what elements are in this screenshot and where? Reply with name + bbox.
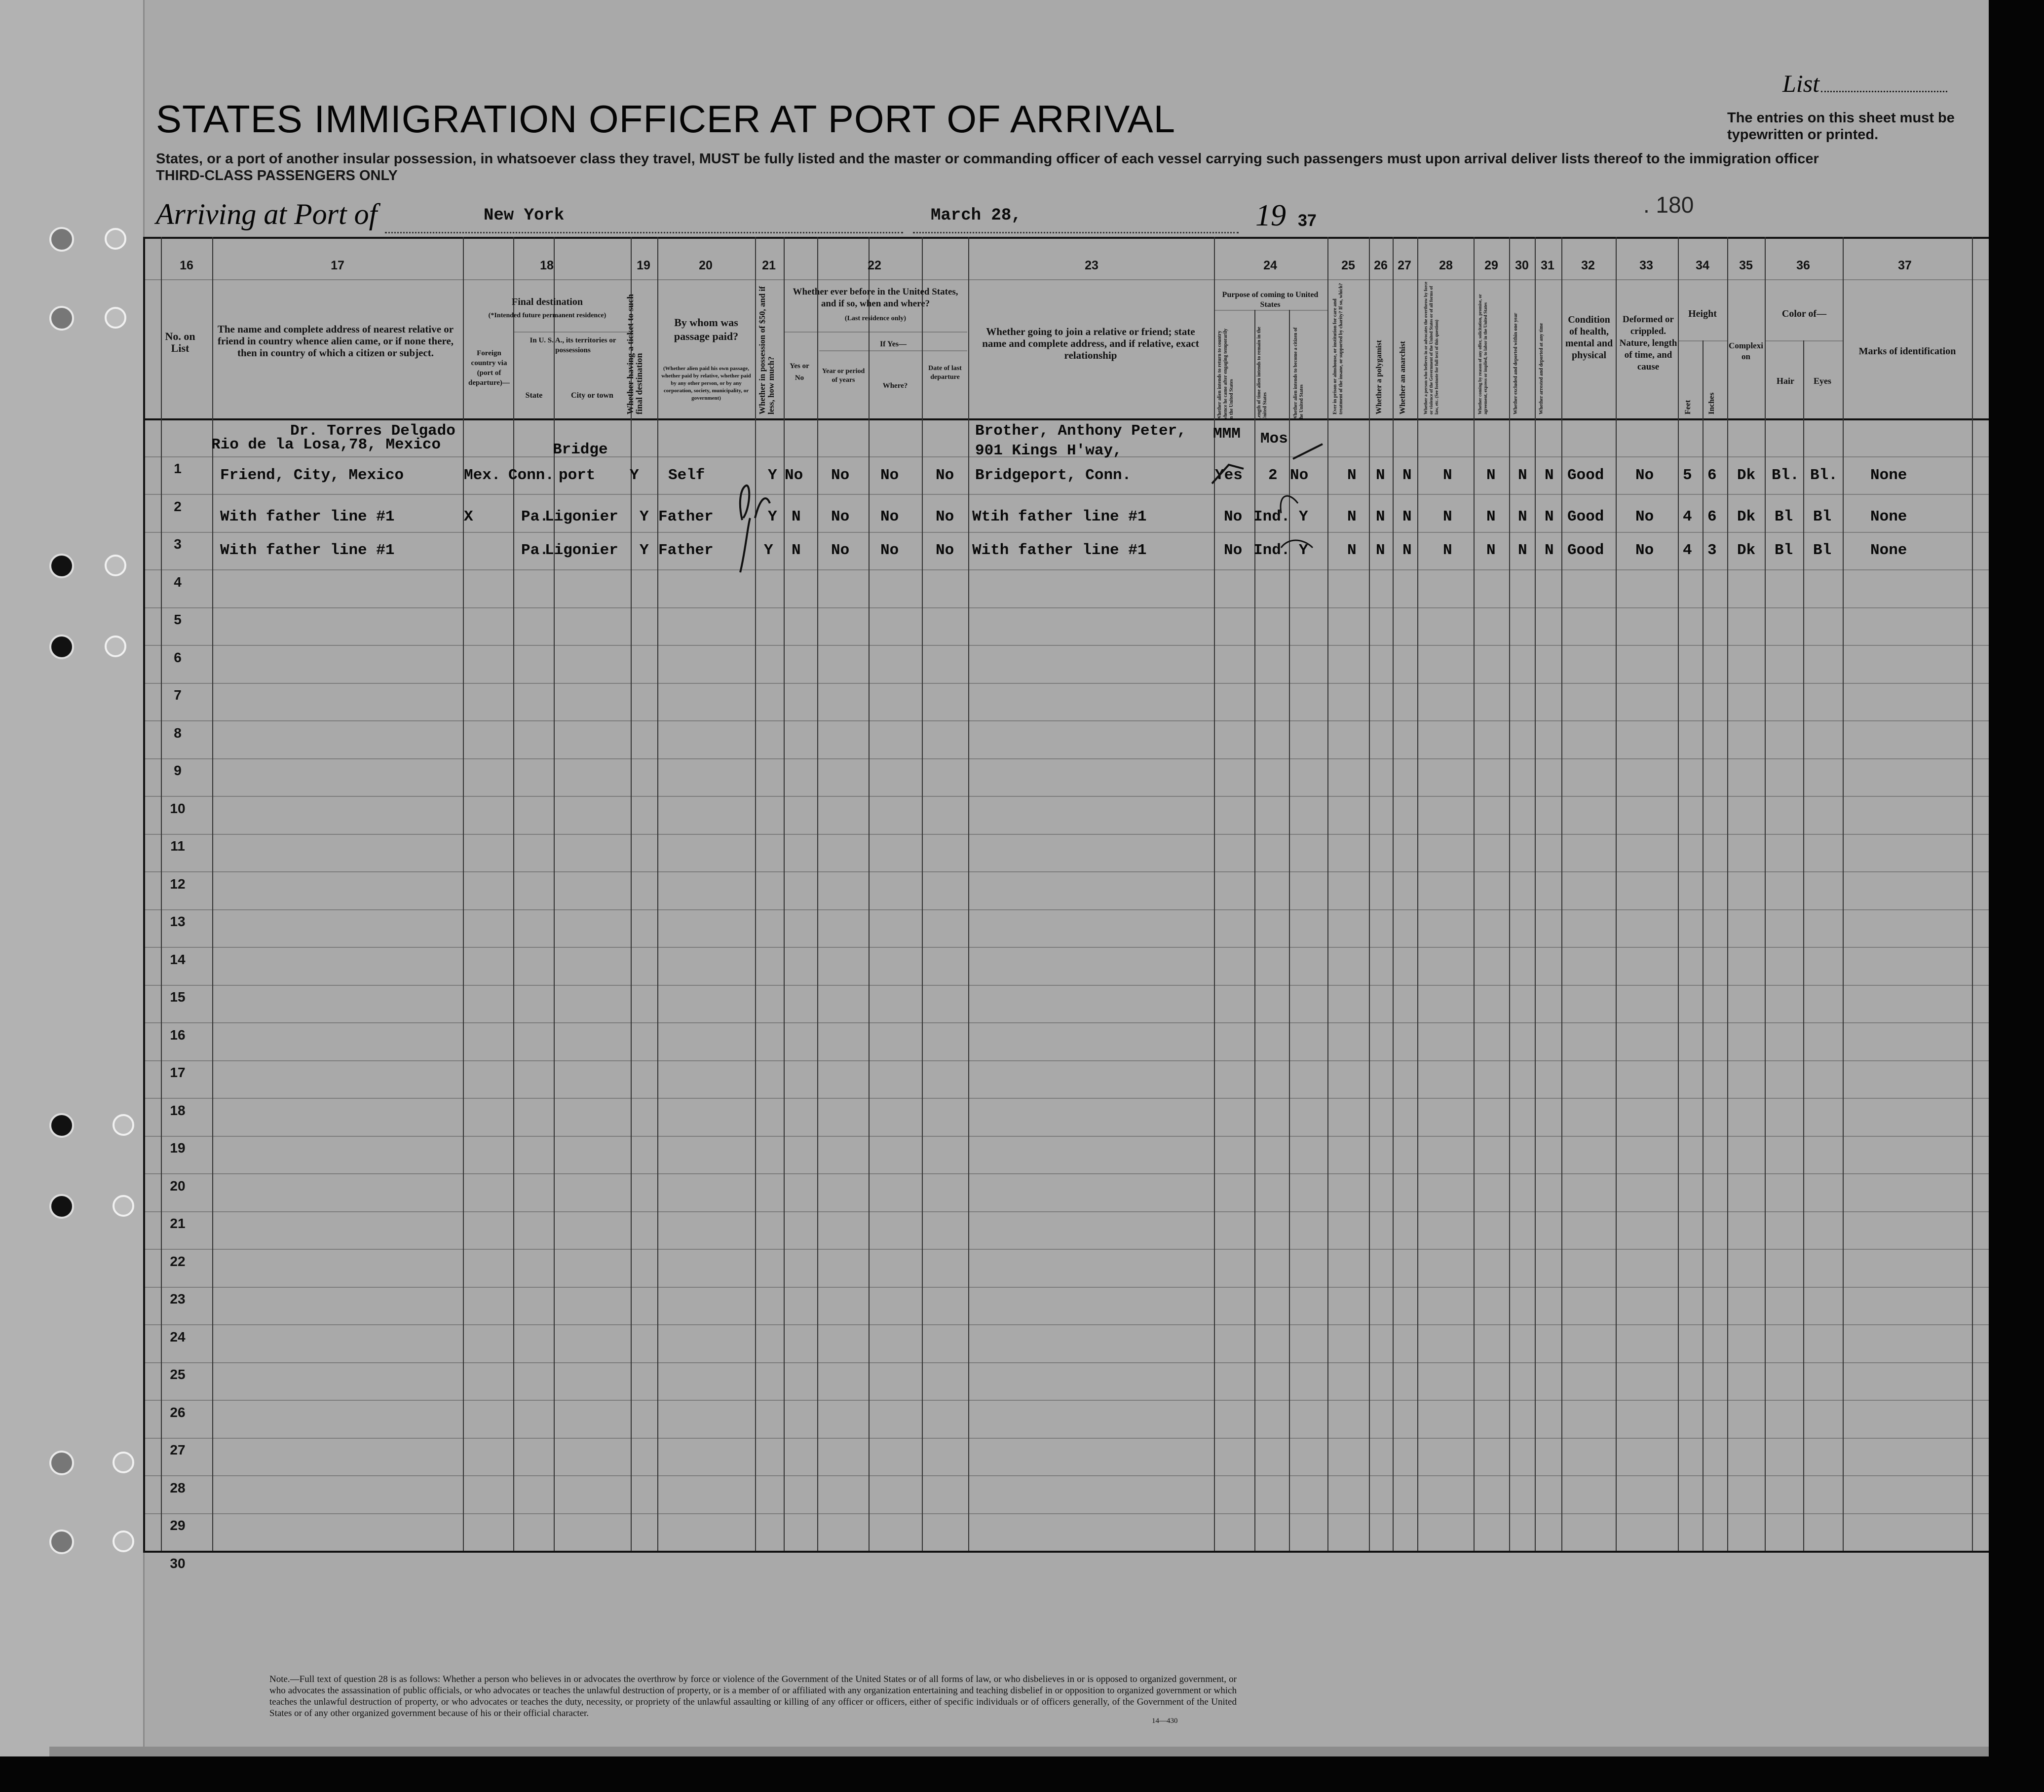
header-foreign-country: Foreign country via (port of departure)— xyxy=(468,349,510,387)
header-labor-offer: Whether coming by reason of any offer, solicitation, promise, or agreement, express or implied, to labor in the United States xyxy=(1477,294,1488,414)
grid-column-line xyxy=(463,237,464,1551)
row3-c27: N xyxy=(1402,542,1412,559)
row2-state: Pa. xyxy=(521,508,549,525)
row1-purpose-top2: Mos xyxy=(1260,430,1288,448)
grid-row-line xyxy=(143,1475,1989,1476)
row2-foreign: X xyxy=(464,508,473,525)
row3-purpose-citizen: Y xyxy=(1299,542,1308,559)
row1-feet: 5 xyxy=(1683,467,1692,484)
binder-hole-icon xyxy=(49,306,74,331)
row2-c27: N xyxy=(1402,508,1412,525)
header-bottom-rule xyxy=(143,418,1989,420)
grid-column-line xyxy=(1843,237,1844,1551)
row1-complexion: Dk xyxy=(1737,467,1756,484)
row1-join-name: Brother, Anthony Peter, xyxy=(975,422,1186,440)
row1-c25: N xyxy=(1347,467,1357,484)
date-value: March 28, xyxy=(931,206,1022,225)
row1-fifty: Y xyxy=(768,467,777,484)
list-number-line xyxy=(1821,91,1947,92)
grid-column-line xyxy=(554,237,555,1551)
row3-c28: N xyxy=(1443,542,1452,559)
table-top-rule xyxy=(143,237,1989,239)
row2-feet: 4 xyxy=(1683,508,1692,525)
row-number: 16 xyxy=(170,1027,186,1043)
grid-column-line xyxy=(1727,237,1728,1551)
row-number: 24 xyxy=(170,1329,186,1344)
row3-c29: N xyxy=(1486,542,1496,559)
row-number: 30 xyxy=(170,1556,186,1571)
row3-fifty: Y xyxy=(764,542,773,559)
grid-column-line xyxy=(212,237,213,1551)
row-number: 5 xyxy=(174,612,182,627)
header-marks-identification: Marks of identification xyxy=(1858,346,1956,357)
header-height: Height xyxy=(1688,308,1717,319)
row1-c28: N xyxy=(1443,467,1452,484)
header-eyes: Eyes xyxy=(1814,376,1831,386)
grid-row-line xyxy=(143,494,1989,495)
row1-eyes: Bl. xyxy=(1810,467,1838,484)
grid-row-line xyxy=(143,1022,1989,1023)
row3-c30: N xyxy=(1518,542,1527,559)
header-yes-or-no: Yes or No xyxy=(790,362,809,382)
date-line xyxy=(913,232,1239,233)
column-number: 36 xyxy=(1796,259,1810,272)
form-number: 14—430 xyxy=(1152,1717,1178,1725)
grid-column-line xyxy=(817,237,818,1551)
port-value: New York xyxy=(484,206,565,225)
row-number: 12 xyxy=(170,876,186,892)
grid-row-line xyxy=(143,985,1989,986)
grid-row-line xyxy=(143,1362,1989,1363)
grid-column-line xyxy=(968,237,969,1551)
column-number: 16 xyxy=(180,259,193,272)
column-number: 23 xyxy=(1085,259,1098,272)
row2-fifty: Y xyxy=(768,508,777,525)
page-stamp-number: . 180 xyxy=(1643,192,1694,218)
row3-c31: N xyxy=(1545,542,1554,559)
grid-column-line xyxy=(1393,237,1394,1551)
year-prefix: 19 xyxy=(1255,199,1286,232)
grid-row-line xyxy=(143,909,1989,910)
column-number: 34 xyxy=(1696,259,1709,272)
header-ticket: Whether having a ticket to such final destination xyxy=(625,294,644,414)
row-number: 19 xyxy=(170,1140,186,1156)
row2-before: N xyxy=(792,508,801,525)
column-number: 21 xyxy=(762,259,776,272)
row1-city-line1: Bridge xyxy=(553,441,608,458)
binder-hole-icon xyxy=(113,1114,134,1136)
row1-c31: N xyxy=(1545,467,1554,484)
grid-row-line xyxy=(143,1211,1989,1212)
binder-hole-icon xyxy=(49,635,74,659)
header-last-residence: (Last residence only) xyxy=(844,315,907,322)
row-number: 3 xyxy=(174,536,182,552)
grid-column-line xyxy=(869,237,870,1551)
column-number: 17 xyxy=(331,259,344,272)
grid-column-line xyxy=(1561,237,1562,1551)
column-number: 26 xyxy=(1374,259,1388,272)
row-number: 17 xyxy=(170,1065,186,1080)
row-number: 7 xyxy=(174,687,182,703)
row3-city: Ligonier xyxy=(545,542,618,559)
row1-deformed: No xyxy=(1635,467,1654,484)
grid-column-line xyxy=(1327,237,1328,1551)
row1-c30: N xyxy=(1518,467,1527,484)
header-prison: Ever in prison or almshouse, or institution for care and treatment of the insane, or supported by charity? If so, which? xyxy=(1332,283,1344,414)
row1-join-city: Bridgeport, Conn. xyxy=(975,467,1132,484)
row-number: 18 xyxy=(170,1103,186,1118)
row-number: 23 xyxy=(170,1291,186,1307)
column-number: 33 xyxy=(1639,259,1653,272)
row3-purpose-return: No xyxy=(1224,542,1243,559)
row3-feet: 4 xyxy=(1683,542,1692,559)
grid-row-line xyxy=(143,1136,1989,1137)
header-join-relative: Whether going to join a relative or friend; state name and complete address, and if relative, exact relationship xyxy=(982,326,1199,361)
row3-deformed: No xyxy=(1635,542,1654,559)
grid-column-line xyxy=(922,237,923,1551)
grid-row-line xyxy=(143,1098,1989,1099)
row1-purpose-return: Yes xyxy=(1215,467,1243,484)
row2-complexion: Dk xyxy=(1737,508,1756,525)
row3-state: Pa. xyxy=(521,542,549,559)
row-number: 21 xyxy=(170,1216,186,1231)
grid-row-line xyxy=(143,758,1989,759)
grid-column-line xyxy=(1972,237,1973,1551)
entries-note: The entries on this sheet must be typewritten or printed. xyxy=(1727,110,1955,143)
header-complexion: Complexion xyxy=(1729,341,1763,361)
binder-hole-icon xyxy=(113,1452,134,1473)
row3-where: No xyxy=(880,542,899,559)
binder-hole-icon xyxy=(49,1194,74,1219)
row-number: 26 xyxy=(170,1405,186,1420)
row1-purpose-citizen: No xyxy=(1290,467,1309,484)
row3-eyes: Bl xyxy=(1813,542,1832,559)
row3-hair: Bl xyxy=(1775,542,1793,559)
grid-column-line xyxy=(161,237,162,1551)
row1-relative-name: Dr. Torres Delgado xyxy=(290,422,455,440)
row1-purpose-length: 2 xyxy=(1268,467,1278,484)
column-number: 30 xyxy=(1515,259,1529,272)
header-polygamist: Whether a polygamist xyxy=(1375,340,1383,414)
row3-c25: N xyxy=(1347,542,1357,559)
binding-strip xyxy=(0,0,145,1756)
page-title: STATES IMMIGRATION OFFICER AT PORT OF ARRIVAL xyxy=(156,97,1176,141)
row2-paid-by: Father xyxy=(658,508,714,525)
row1-foreign: Mex. xyxy=(464,467,501,484)
row3-purpose-length: Ind. xyxy=(1253,542,1290,559)
sheet-bottom-edge xyxy=(49,1747,1989,1756)
row2-purpose-citizen: Y xyxy=(1299,508,1308,525)
row3-c26: N xyxy=(1376,542,1385,559)
grid-row-line xyxy=(143,871,1989,872)
grid-column-line xyxy=(755,237,756,1551)
column-number-rule xyxy=(143,279,1989,280)
row2-c30: N xyxy=(1518,508,1527,525)
grid-row-line xyxy=(143,569,1989,570)
subheader-rule-purpose xyxy=(1214,310,1327,311)
header-purpose-length: Length of time alien intends to remain in the United States xyxy=(1256,327,1268,420)
row2-deformed: No xyxy=(1635,508,1654,525)
subheader-rule-if-yes xyxy=(785,332,967,333)
passenger-class-label: THIRD-CLASS PASSENGERS ONLY xyxy=(156,168,398,184)
row-number: 4 xyxy=(174,574,182,590)
header-final-destination-sub: (*Intended future permanent residence) xyxy=(488,312,606,319)
binder-hole-icon xyxy=(49,1451,74,1475)
grid-row-line xyxy=(143,834,1989,835)
header-if-yes: If Yes— xyxy=(879,340,907,348)
grid-column-line xyxy=(1535,237,1536,1551)
grid-column-line xyxy=(631,237,632,1551)
column-number: 29 xyxy=(1484,259,1498,272)
header-city: City or town xyxy=(571,391,613,400)
row1-where: No xyxy=(880,467,899,484)
header-inches: Inches xyxy=(1707,392,1716,414)
row2-c26: N xyxy=(1376,508,1385,525)
header-anarchist: Whether an anarchist xyxy=(1399,341,1407,414)
header-color-of: Color of— xyxy=(1781,308,1827,319)
table-left-border xyxy=(143,237,145,1551)
header-last-departure: Date of last departure xyxy=(928,365,962,381)
header-hair: Hair xyxy=(1777,376,1794,386)
grid-row-line xyxy=(143,1249,1989,1250)
row1-relative-city: Friend, City, Mexico xyxy=(220,467,404,484)
row3-health: Good xyxy=(1567,542,1604,559)
grid-row-line xyxy=(143,683,1989,684)
grid-row-line xyxy=(143,1400,1989,1401)
row-number: 28 xyxy=(170,1480,186,1495)
grid-column-line xyxy=(784,237,785,1551)
row1-relative-address: Rio de la Losa,78, Mexico xyxy=(211,436,441,453)
row3-relative: With father line #1 xyxy=(220,542,395,559)
binder-hole-icon xyxy=(49,1113,74,1138)
column-number: 24 xyxy=(1263,259,1277,272)
header-final-destination: Final destination xyxy=(512,297,583,307)
column-number: 22 xyxy=(868,259,881,272)
row2-join: Wtih father line #1 xyxy=(972,508,1147,525)
header-passage-paid: By whom was passage paid? xyxy=(674,316,739,342)
row1-health: Good xyxy=(1567,467,1604,484)
grid-row-line xyxy=(143,947,1989,948)
header-health: Condition of health, mental and physical xyxy=(1565,314,1613,361)
header-purpose-return: Whether alien intends to return to country whence he came after engaging temporarily in the United States xyxy=(1217,328,1234,420)
row-number: 11 xyxy=(170,838,185,854)
header-before-in-us: Whether ever before in the United States, and if so, when and where? xyxy=(793,287,958,309)
grid-column-line xyxy=(1765,237,1766,1551)
row-number: 13 xyxy=(170,914,186,929)
binder-hole-icon xyxy=(105,555,126,576)
row2-health: Good xyxy=(1567,508,1604,525)
header-state: State xyxy=(525,391,543,400)
table-bottom-rule xyxy=(143,1551,1989,1553)
row2-marks: None xyxy=(1870,508,1907,525)
row2-city: Ligonier xyxy=(545,508,618,525)
row2-eyes: Bl xyxy=(1813,508,1832,525)
row2-hair: Bl xyxy=(1775,508,1793,525)
grid-row-line xyxy=(143,1287,1989,1288)
row2-inches: 6 xyxy=(1707,508,1717,525)
grid-column-line xyxy=(513,237,514,1551)
header-nearest-relative: The name and complete address of nearest relative or friend in country whence alien came, or if none there, then in country of which a citizen or subject. xyxy=(217,323,454,359)
grid-row-line xyxy=(143,796,1989,797)
column-number: 25 xyxy=(1341,259,1355,272)
header-in-usa: In U. S. A., its territories or possessions xyxy=(530,336,616,354)
header-feet: Feet xyxy=(1684,400,1692,414)
row1-c27: N xyxy=(1402,467,1412,484)
binder-hole-icon xyxy=(49,1530,74,1554)
row2-c31: N xyxy=(1545,508,1554,525)
row2-purpose-length: Ind. xyxy=(1253,508,1290,525)
row-number: 14 xyxy=(170,952,186,967)
form-instructions: States, or a port of another insular possession, in whatsoever class they travel, MUST be fully listed and the master or commanding officer of each vessel carrying such passengers must upon arrival deliver lists thereof to the immigration officer xyxy=(156,151,1819,167)
subheader-rule-usa xyxy=(513,332,631,333)
binder-hole-icon xyxy=(113,1531,134,1552)
header-arrested: Whether arrested and deported at any time xyxy=(1539,323,1544,414)
grid-column-line xyxy=(1509,237,1510,1551)
row1-marks: None xyxy=(1870,467,1907,484)
row1-state: Conn. xyxy=(508,467,555,484)
grid-row-line xyxy=(143,1173,1989,1174)
row-number: 20 xyxy=(170,1178,186,1194)
row3-year: No xyxy=(831,542,850,559)
binder-hole-icon xyxy=(105,228,126,250)
row1-ticket: Y xyxy=(630,467,639,484)
grid-row-line xyxy=(143,645,1989,646)
row-number: 1 xyxy=(174,461,182,476)
grid-subcolumn-line xyxy=(1803,340,1804,1551)
row-number: 25 xyxy=(170,1367,186,1382)
row1-before: No xyxy=(785,467,803,484)
row1-inches: 6 xyxy=(1707,467,1717,484)
row2-c29: N xyxy=(1486,508,1496,525)
grid-row-line xyxy=(143,607,1989,608)
row2-c28: N xyxy=(1443,508,1452,525)
row-number: 29 xyxy=(170,1518,186,1533)
column-number: 20 xyxy=(699,259,713,272)
header-purpose: Purpose of coming to United States xyxy=(1222,291,1319,309)
row1-c26: N xyxy=(1376,467,1385,484)
row3-before: N xyxy=(792,542,801,559)
row3-complexion: Dk xyxy=(1737,542,1756,559)
grid-column-line xyxy=(1417,237,1418,1551)
row-number: 10 xyxy=(170,801,186,816)
grid-row-line xyxy=(143,532,1989,533)
row1-join-address: 901 Kings H'way, xyxy=(975,442,1122,459)
row-number: 9 xyxy=(174,763,182,778)
grid-row-line xyxy=(143,720,1989,721)
header-where: Where? xyxy=(882,382,908,390)
subheader-rule-if-yes-2 xyxy=(819,350,967,351)
column-number: 37 xyxy=(1898,259,1912,272)
header-question-28: Whether a person who believes in or advocates the overthrow by force or violence of the Government of the United States or of all forms of law, etc. (See footnote for full text of this question) xyxy=(1423,281,1439,414)
grid-row-line xyxy=(143,1060,1989,1061)
row-number: 2 xyxy=(174,499,182,514)
binder-hole-icon xyxy=(49,227,74,252)
column-number: 18 xyxy=(540,259,554,272)
header-excluded: Whether excluded and deported within one year xyxy=(1513,313,1518,414)
row3-join: With father line #1 xyxy=(972,542,1147,559)
grid-column-line xyxy=(1678,237,1679,1551)
row2-c25: N xyxy=(1347,508,1357,525)
column-number: 28 xyxy=(1439,259,1453,272)
row3-marks: None xyxy=(1870,542,1907,559)
row-number: 15 xyxy=(170,989,186,1005)
binder-hole-icon xyxy=(105,635,126,657)
row2-relative: With father line #1 xyxy=(220,508,395,525)
column-number: 35 xyxy=(1739,259,1753,272)
header-passage-paid-sub: (Whether alien paid his own passage, whether paid by relative, whether paid by any other person, or by any corporation, society, municipality, or government) xyxy=(661,366,751,401)
header-deformed: Deformed or crippled. Nature, length of time, and cause xyxy=(1619,314,1677,372)
year-value: 37 xyxy=(1298,211,1317,230)
row-number: 27 xyxy=(170,1442,186,1457)
grid-subcolumn-line xyxy=(1289,310,1290,1551)
row-number: 6 xyxy=(174,650,182,665)
row3-departure: No xyxy=(936,542,954,559)
row1-hair: Bl. xyxy=(1772,467,1799,484)
row1-departure: No xyxy=(936,467,954,484)
grid-column-line xyxy=(1616,237,1617,1551)
arriving-label: Arriving at Port of xyxy=(156,198,378,230)
list-label: List xyxy=(1782,70,1820,97)
grid-row-line xyxy=(143,1513,1989,1514)
column-number: 19 xyxy=(637,259,650,272)
column-number: 27 xyxy=(1398,259,1411,272)
grid-column-line xyxy=(1474,237,1475,1551)
column-number: 31 xyxy=(1541,259,1554,272)
row3-ticket: Y xyxy=(640,542,649,559)
header-year-period: Year or period of years xyxy=(822,368,865,384)
row2-departure: No xyxy=(936,508,954,525)
row3-inches: 3 xyxy=(1707,542,1717,559)
row1-c29: N xyxy=(1486,467,1496,484)
row-number: 8 xyxy=(174,725,182,741)
header-fifty-dollars: Whether in possession of $50, and if less, how much? xyxy=(757,286,776,414)
row1-purpose-top: MMM xyxy=(1213,425,1241,443)
column-number: 32 xyxy=(1581,259,1595,272)
row2-ticket: Y xyxy=(640,508,649,525)
grid-subcolumn-line xyxy=(1254,310,1255,1551)
grid-row-line xyxy=(143,1438,1989,1439)
binder-hole-icon xyxy=(113,1195,134,1217)
row3-paid-by: Father xyxy=(658,542,714,559)
binder-hole-icon xyxy=(49,554,74,578)
binder-hole-icon xyxy=(105,307,126,329)
row2-year: No xyxy=(831,508,850,525)
row-number: 22 xyxy=(170,1254,186,1269)
port-line xyxy=(385,232,903,233)
question-28-footnote: Note.—Full text of question 28 is as follows: Whether a person who believes in or advocates the overthrow by force or violence of the Government of the United States or of all forms of law, or who disbelieves in or is opposed to organized government, or who advocates the assassination of public officials, or who advocates or teaches the unlawful destruction of property, or is a member of or affiliated with any organization entertaining and teaching disbelief in or opposition to organized government or which teaches the unlawful destruction of property, or who advocates or teaches the duty, necessity, or propriety of the unlawful assaulting or killing of any officer or officers, either of specific individuals or of officers generally, of the Government of the United States or of any other organized government because of his or their official character. xyxy=(269,1674,1237,1718)
row1-city-line2: port xyxy=(559,467,596,484)
row1-year: No xyxy=(831,467,850,484)
grid-column-line xyxy=(1369,237,1370,1551)
header-no-on-list: No. on List xyxy=(165,330,195,354)
header-purpose-citizen: Whether alien intends to become a citizen of the United States xyxy=(1293,327,1304,420)
row2-purpose-return: No xyxy=(1224,508,1243,525)
grid-row-line xyxy=(143,1324,1989,1325)
row2-where: No xyxy=(880,508,899,525)
grid-column-line xyxy=(657,237,658,1551)
row1-paid-by: Self xyxy=(668,467,705,484)
